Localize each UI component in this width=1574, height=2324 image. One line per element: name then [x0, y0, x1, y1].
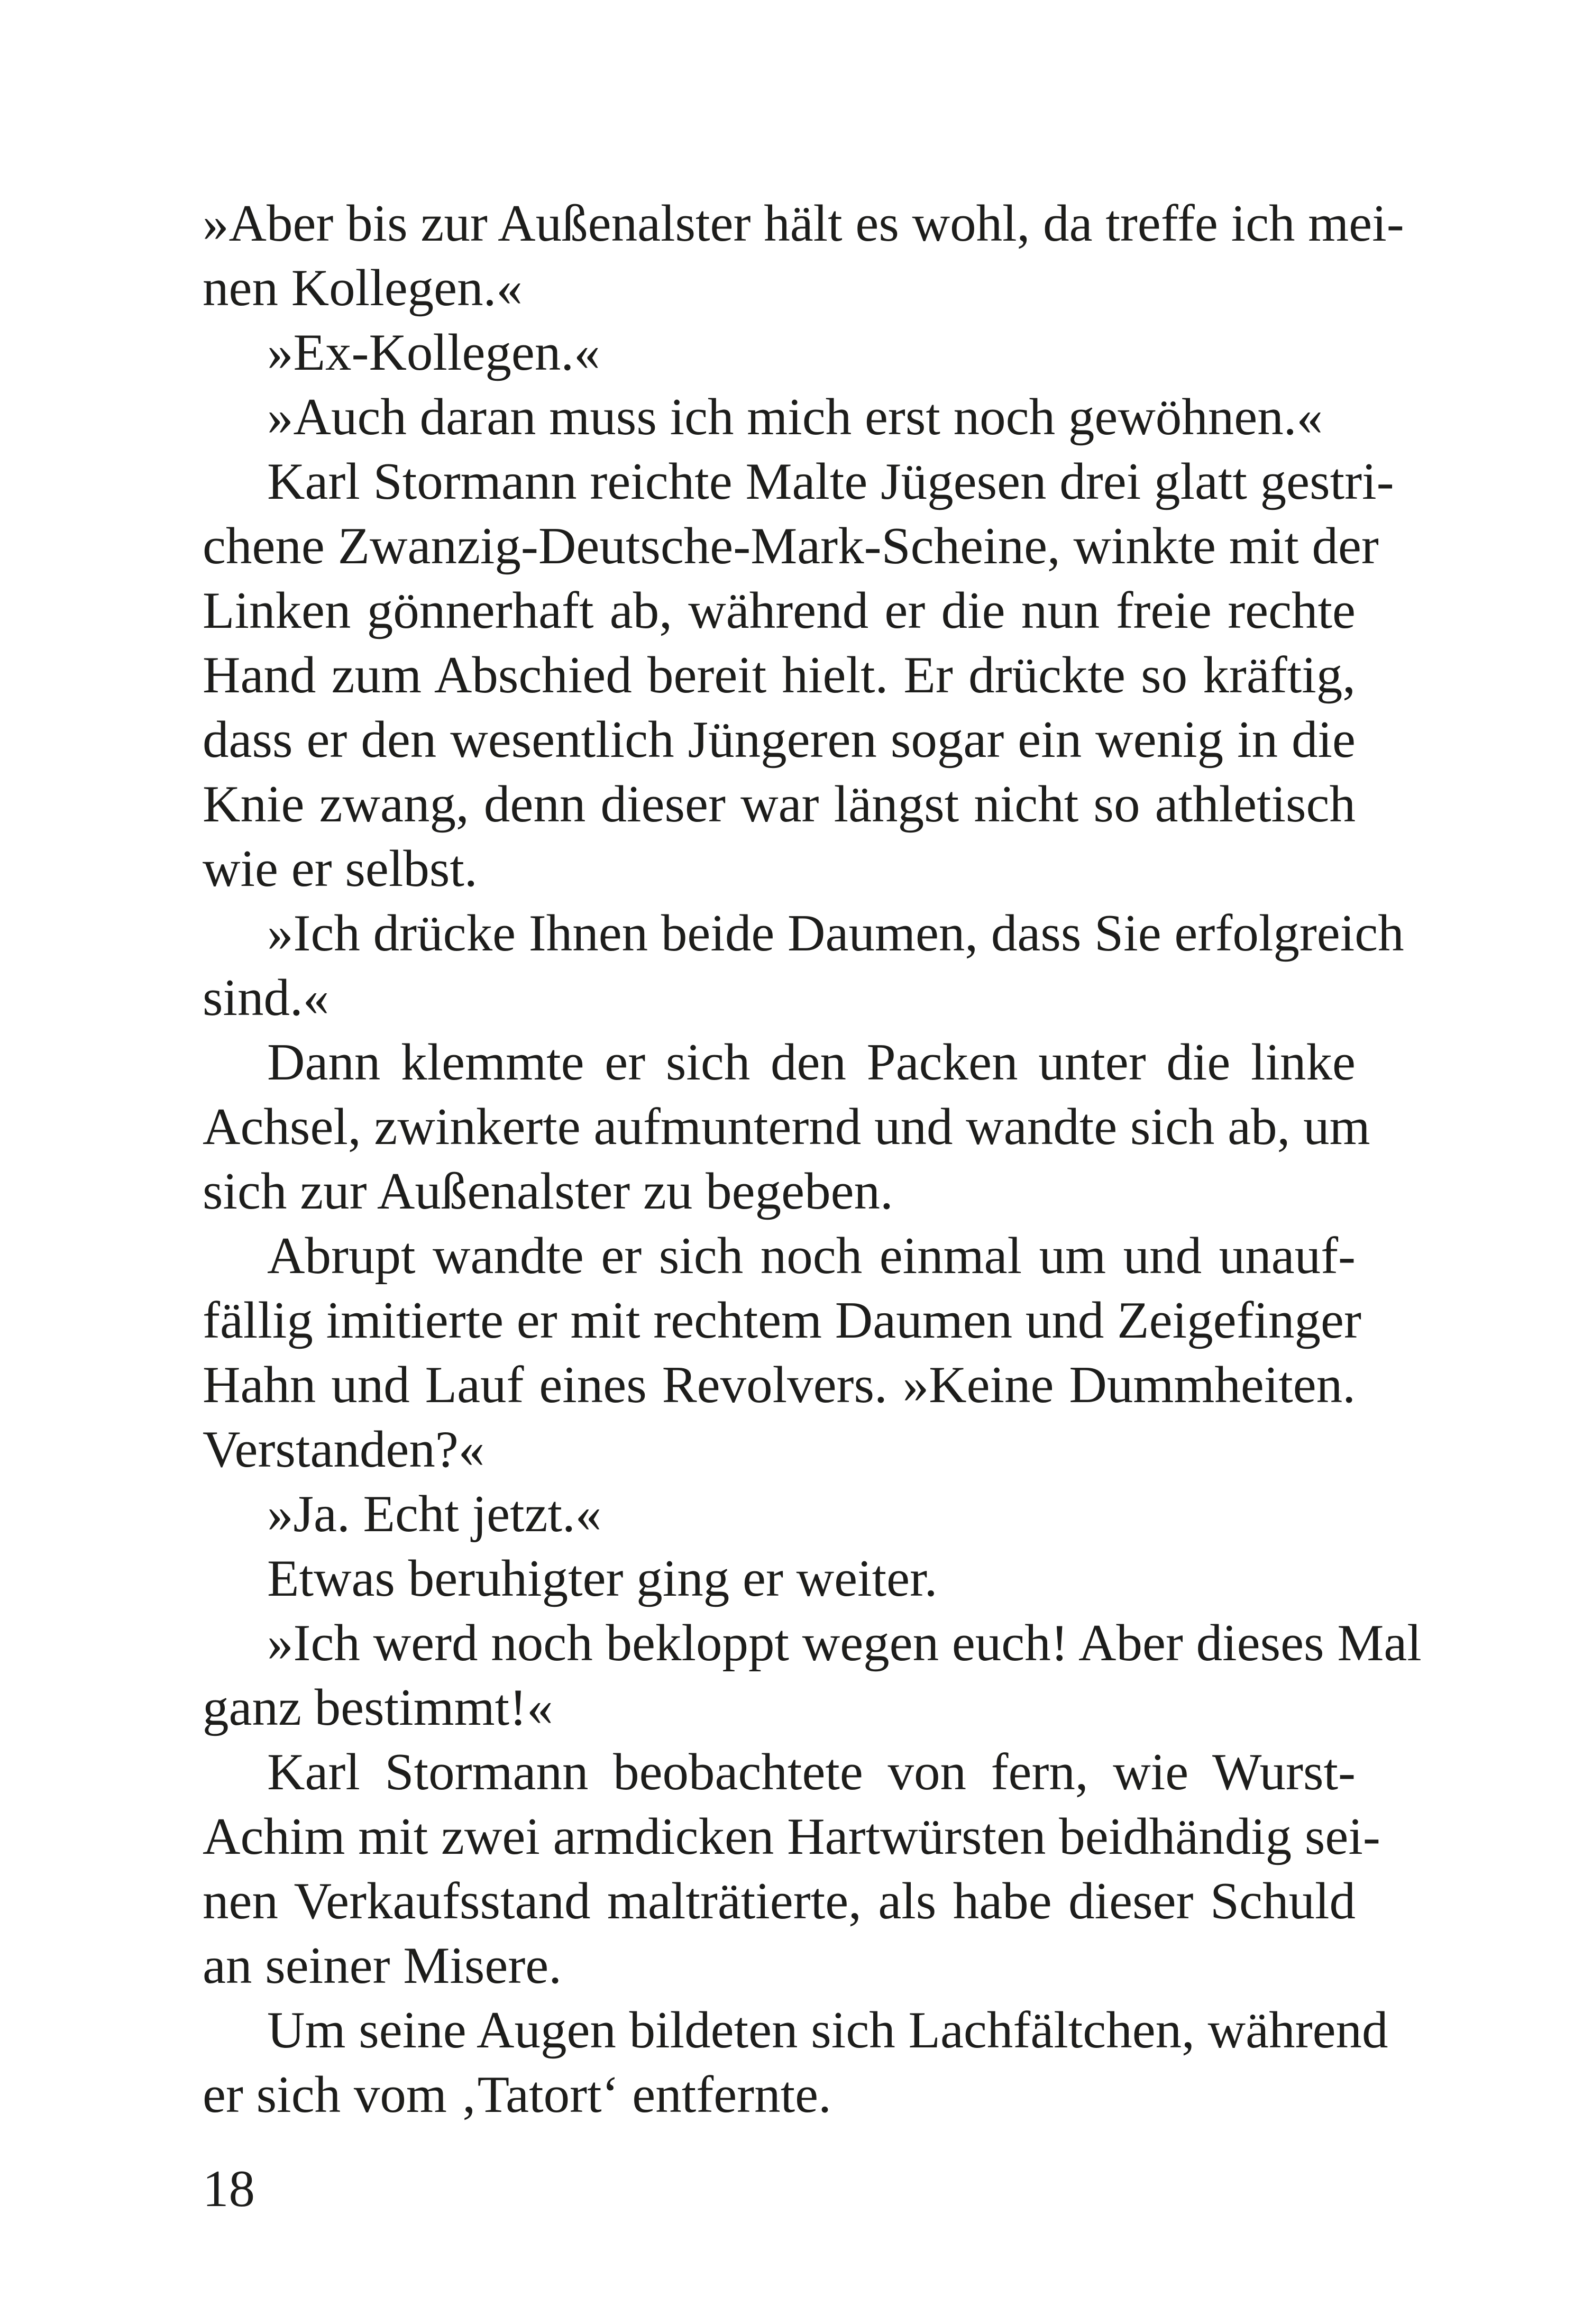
text-line: »Ich werd noch bekloppt wegen euch! Aber dieses Mal: [267, 1614, 1422, 1672]
text-line: Achim mit zwei armdicken Hartwürsten beidhändig sei-: [203, 1808, 1380, 1865]
text-line: an seiner Misere.: [203, 1937, 562, 1994]
text-line: fällig imitierte er mit rechtem Daumen und Zeigefinger: [203, 1292, 1361, 1349]
text-line: »Ja. Echt jetzt.«: [267, 1485, 602, 1543]
text-line: Abrupt wandte er sich noch einmal um und unauf-: [267, 1227, 1356, 1285]
text-line: ganz bestimmt!«: [203, 1679, 553, 1736]
text-line: »Auch daran muss ich mich erst noch gewöhnen.«: [267, 388, 1323, 446]
text-line: nen Verkaufsstand malträtierte, als habe dieser Schuld: [203, 1872, 1356, 1930]
text-line: »Aber bis zur Außenalster hält es wohl, da treffe ich mei-: [203, 195, 1404, 252]
text-line: »Ex-Kollegen.«: [267, 324, 600, 381]
text-line: Linken gönnerhaft ab, während er die nun freie rechte: [203, 582, 1356, 639]
text-line: Knie zwang, denn dieser war längst nicht so athletisch: [203, 775, 1356, 833]
text-line: sind.«: [203, 969, 330, 1027]
text-line: nen Kollegen.«: [203, 259, 523, 317]
text-line: chene Zwanzig-Deutsche-Mark-Scheine, winkte mit der: [203, 517, 1379, 575]
text-line: Hand zum Abschied bereit hielt. Er drückte so kräftig,: [203, 646, 1356, 704]
text-line: sich zur Außenalster zu begeben.: [203, 1163, 893, 1220]
text-line: Achsel, zwinkerte aufmunternd und wandte sich ab, um: [203, 1098, 1370, 1156]
page-number: 18: [203, 2160, 255, 2218]
text-line: Karl Stormann beobachtete von fern, wie Wurst-: [267, 1743, 1356, 1801]
text-line: Hahn und Lauf eines Revolvers. »Keine Dummheiten.: [203, 1356, 1356, 1414]
text-line: Um seine Augen bildeten sich Lachfältchen, während: [267, 2001, 1388, 2059]
text-line: Verstanden?«: [203, 1421, 485, 1478]
text-line: er sich vom ‚Tatort‘ entfernte.: [203, 2066, 831, 2124]
body-text: [203, 191, 1422, 2127]
text-line: Dann klemmte er sich den Packen unter die linke: [267, 1033, 1356, 1091]
text-line: Etwas beruhigter ging er weiter.: [267, 1550, 938, 1607]
text-line: »Ich drücke Ihnen beide Daumen, dass Sie erfolgreich: [267, 904, 1404, 962]
text-line: wie er selbst.: [203, 840, 478, 898]
text-line: dass er den wesentlich Jüngeren sogar ein wenig in die: [203, 711, 1356, 768]
text-line: Karl Stormann reichte Malte Jügesen drei glatt gestri-: [267, 453, 1394, 510]
